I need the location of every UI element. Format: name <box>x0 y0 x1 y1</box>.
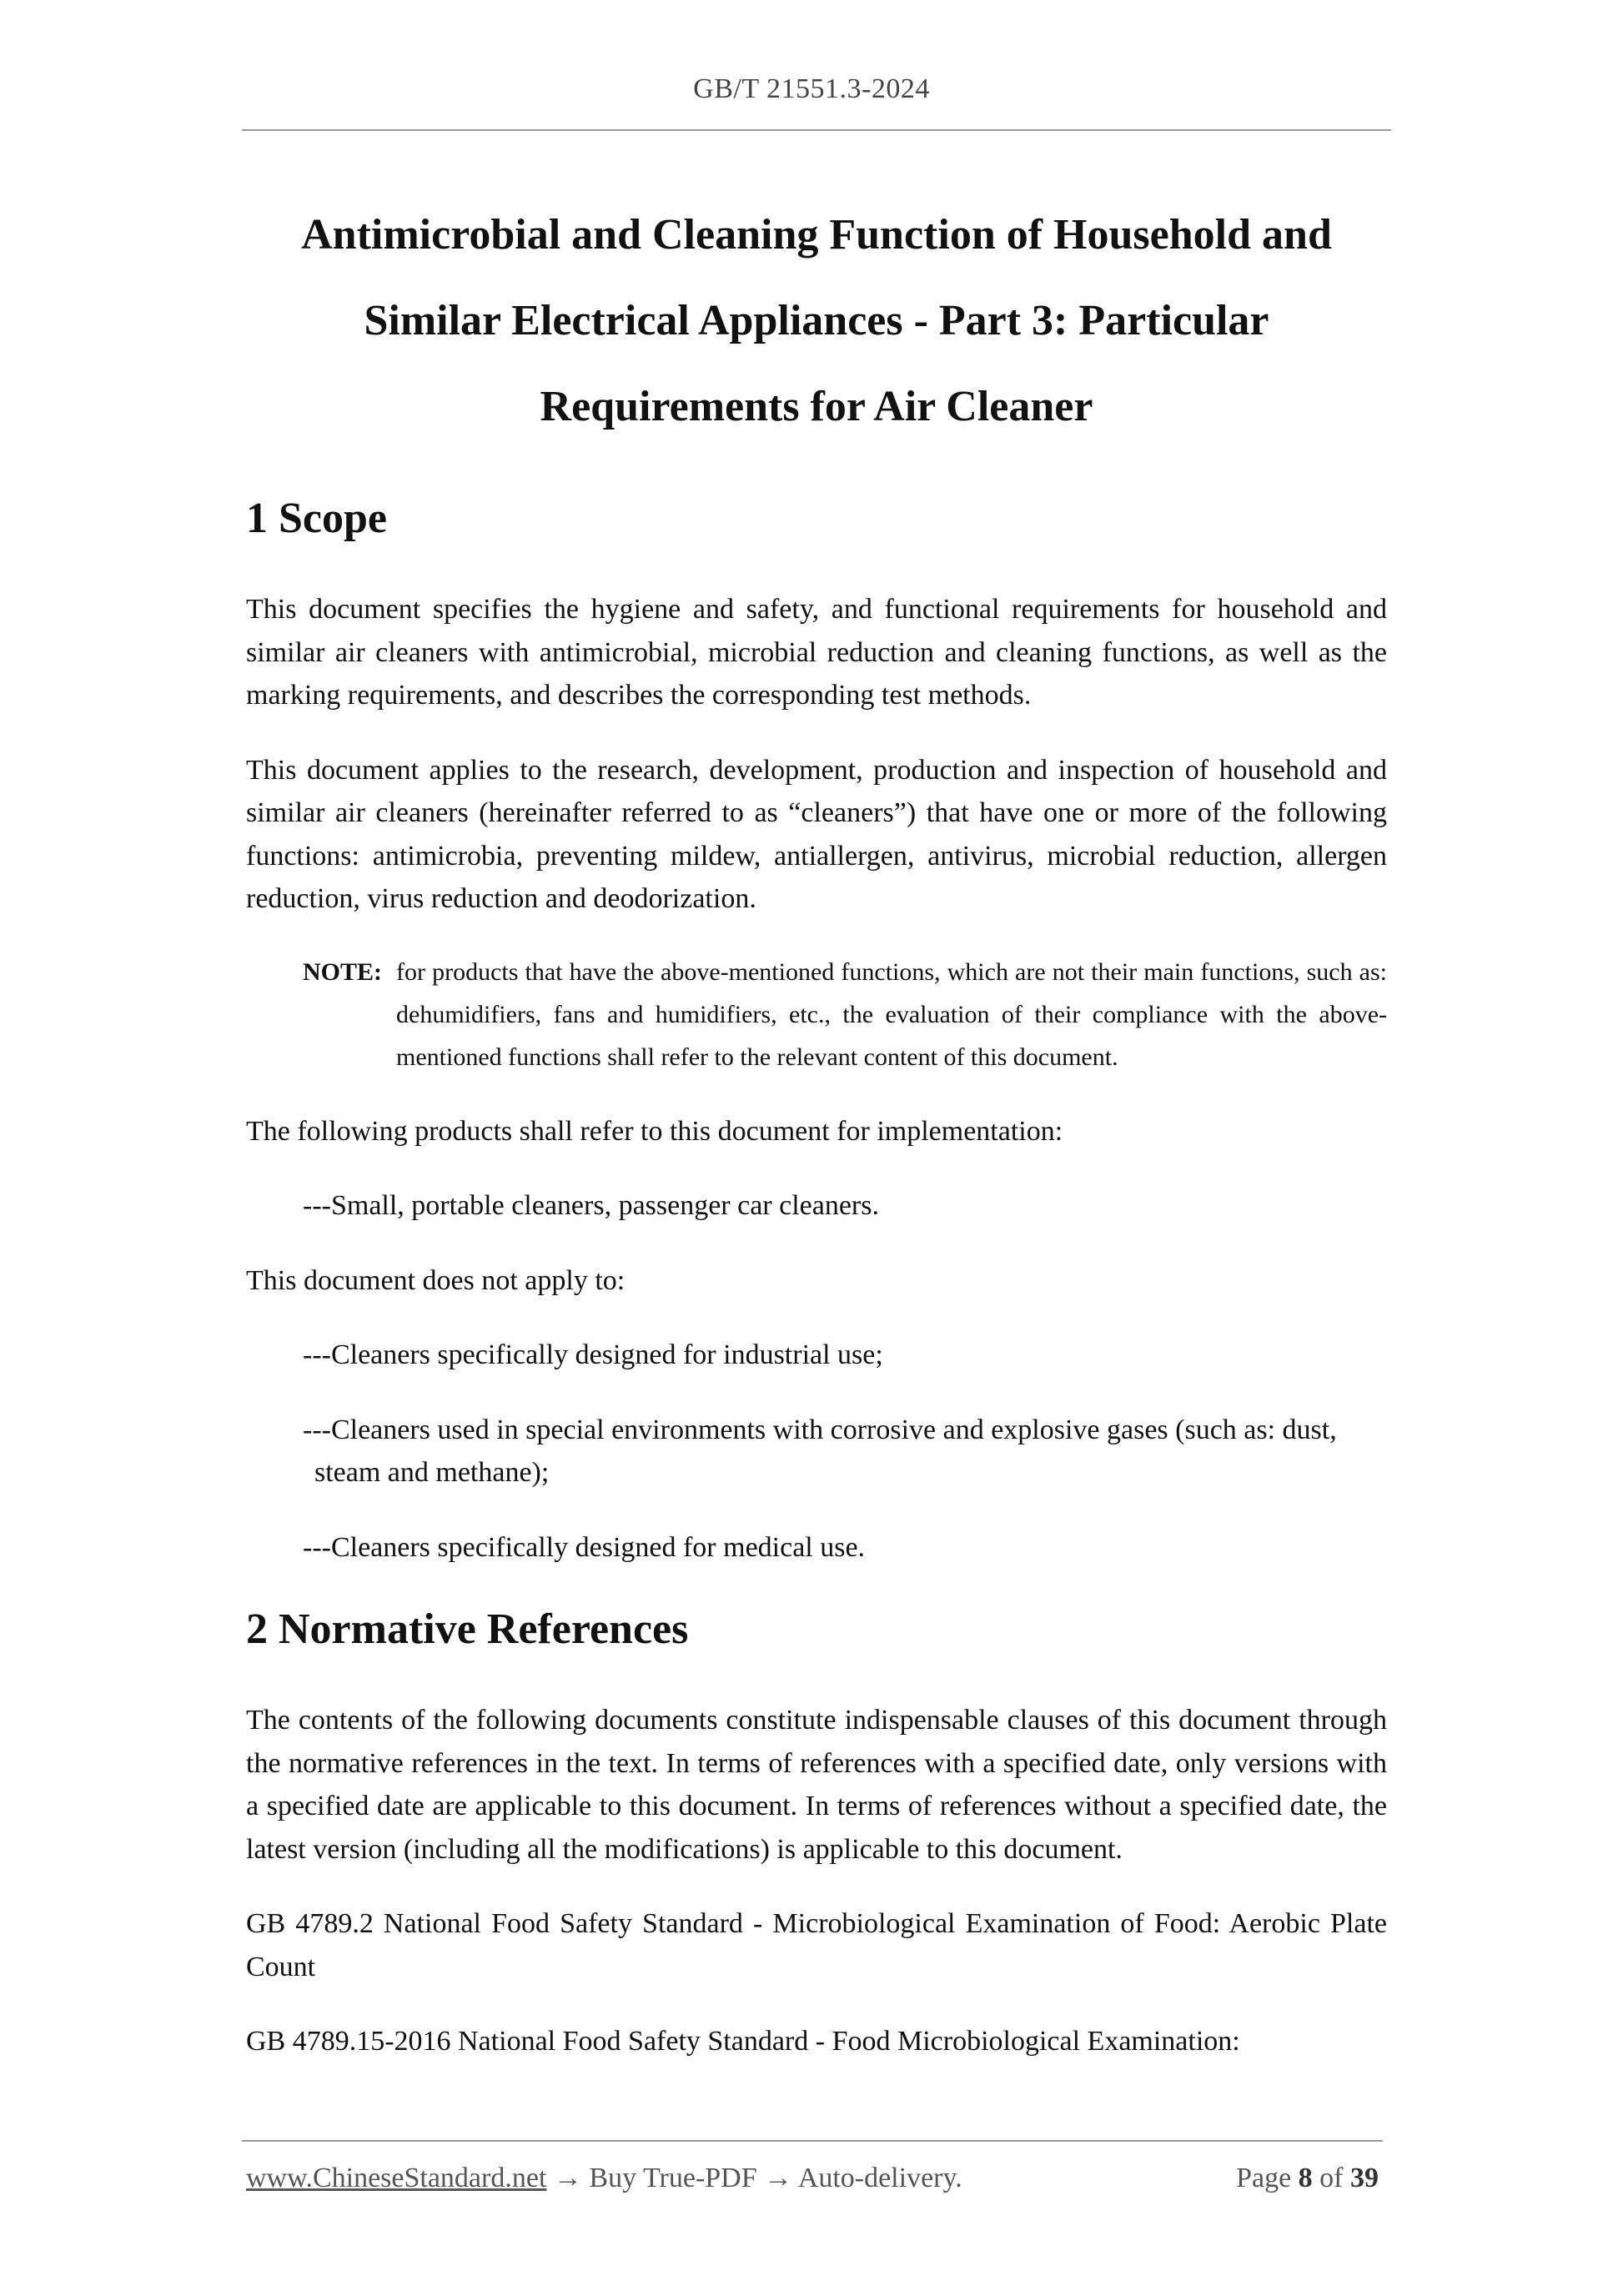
scope-paragraph-4: This document does not apply to: <box>246 1264 626 1296</box>
scope-paragraph-1: This document specifies the hygiene and safety, and functional requirements for household and similar air cleaners with antimicrobial, microbial reduction and cleaning functions, as well as the marking requirements, and describes the corresponding test methods. <box>246 594 1387 711</box>
note-text: for products that have the above-mentioned functions, which are not their main functions, such as: dehumidifiers, fans and humidifiers, etc., the evaluation of their compliance with the above-mentioned functions shall refer to the relevant content of this document. <box>396 957 1387 1071</box>
running-header: GB/T 21551.3-2024 <box>693 73 930 104</box>
exclude-list-item-2: ---Cleaners used in special environments with corrosive and explosive gases (such as: dust, steam and methane); <box>303 1414 1337 1488</box>
page-indicator <box>1236 2163 1379 2194</box>
normative-reference-1: GB 4789.2 National Food Safety Standard - Microbiological Examination of Food: Aerobic Plate Count <box>246 1908 1387 1982</box>
page-word: Page <box>1236 2163 1292 2193</box>
scope-paragraph-3: The following products shall refer to this document for implementation: <box>246 1115 1063 1147</box>
footer-promo <box>246 2163 962 2194</box>
scope-note <box>303 951 1387 1078</box>
exclude-list-item-1: ---Cleaners specifically designed for industrial use; <box>303 1339 883 1370</box>
page-content <box>246 192 1387 2063</box>
footer-tagline: → Buy True-PDF → Auto-delivery. <box>546 2163 962 2193</box>
section-heading-scope: 1 Scope <box>246 495 387 542</box>
document-title <box>246 192 1387 450</box>
header-divider <box>242 129 1391 131</box>
page-number: 8 <box>1298 2163 1313 2193</box>
title-line-2: Similar Electrical Appliances - Part 3: Particular <box>364 297 1269 344</box>
normative-reference-2: GB 4789.15-2016 National Food Safety Standard - Food Microbiological Examination: <box>246 2026 1240 2057</box>
scope-paragraph-2: This document applies to the research, development, production and inspection of household and similar air cleaners (hereinafter referred to as “cleaners”) that have one or more of the following functions: antimicrobia, preventing mildew, antiallergen, antivirus, microbial reduction, allergen reduction, virus reduction and deodorization. <box>246 754 1387 914</box>
refer-list-item: ---Small, portable cleaners, passenger car cleaners. <box>303 1190 879 1221</box>
of-word: of <box>1319 2163 1344 2193</box>
total-pages: 39 <box>1350 2163 1379 2193</box>
title-line-1: Antimicrobial and Cleaning Function of Household and <box>301 211 1332 259</box>
exclude-list-item-3: ---Cleaners specifically designed for medical use. <box>303 1531 866 1563</box>
section-heading-normative-references: 2 Normative References <box>246 1605 689 1653</box>
website-link[interactable]: www.ChineseStandard.net <box>246 2163 547 2193</box>
normrefs-paragraph-1: The contents of the following documents constitute indispensable clauses of this document through the normative references in the text. In terms of references with a specified date, only versions with a specified date are applicable to this document. In terms of references without a specified date, the latest version (including all the modifications) is applicable to this document. <box>246 1705 1387 1865</box>
footer-divider <box>242 2140 1383 2142</box>
note-label: NOTE: <box>303 957 383 986</box>
title-line-3: Requirements for Air Cleaner <box>540 383 1093 430</box>
